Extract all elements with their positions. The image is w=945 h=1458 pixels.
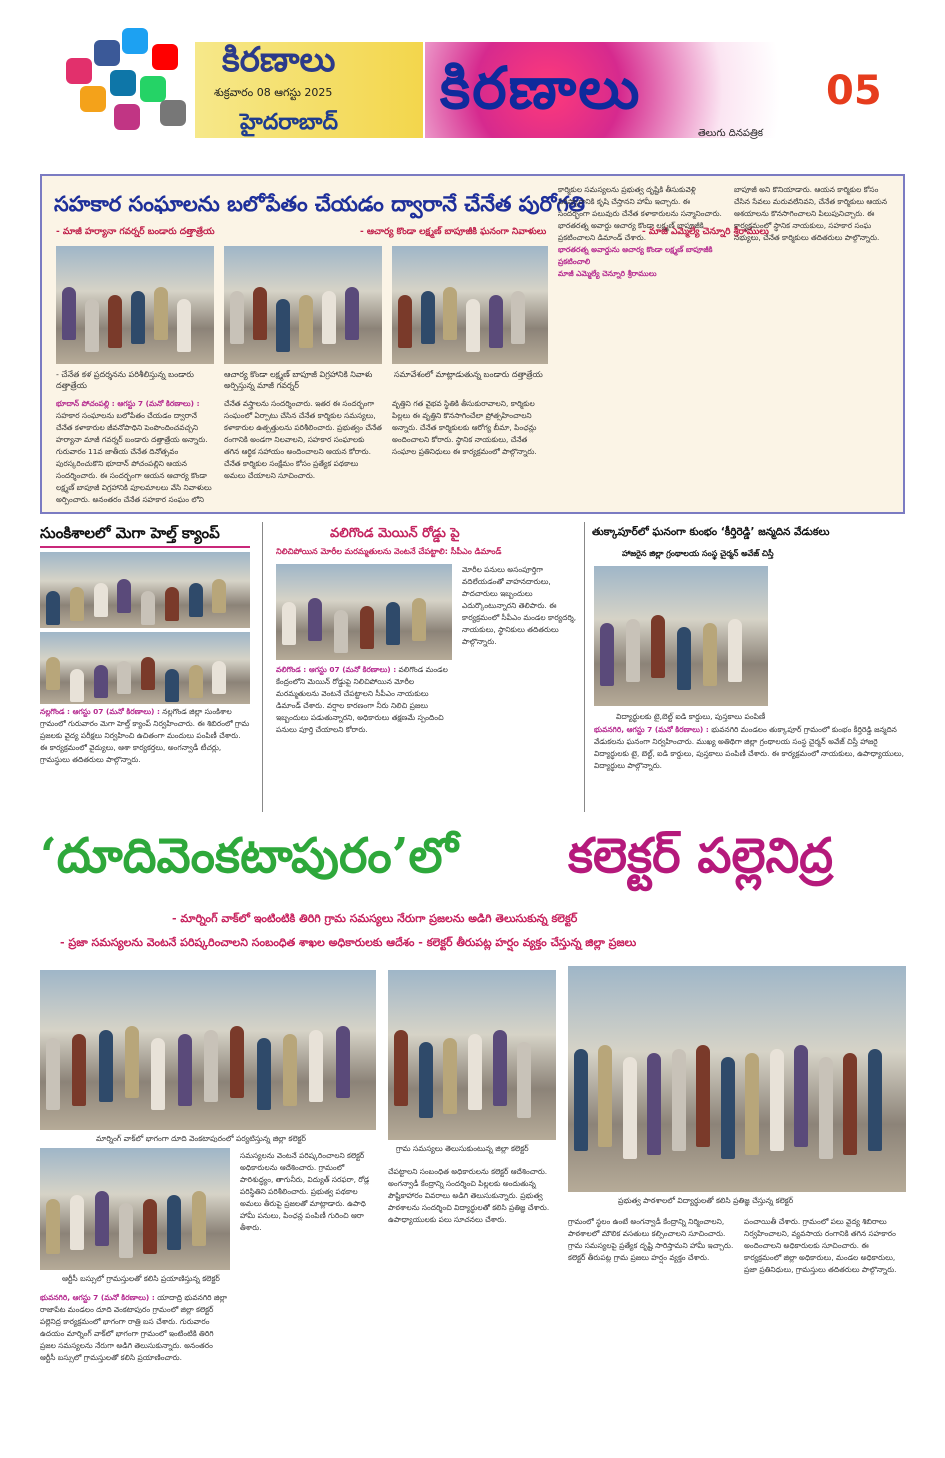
photo-figure (189, 665, 203, 697)
lead-subhead-col4-b: మాజీ ఎమ్మెల్యే చెన్నూరి శ్రీరాములు (558, 269, 657, 278)
feature-caption-2: గ్రామ సమస్యలు తెలుసుకుంటున్న జిల్లా కలెక్టర్ (396, 1144, 529, 1153)
photo-figure (443, 1038, 457, 1115)
photo-figure (728, 619, 742, 682)
photo-figure (647, 1053, 661, 1155)
photo-figure (468, 1034, 482, 1111)
photo-figure (598, 1045, 612, 1147)
valigonda-text-1: వలిగొండ మండల కేంద్రంలోని మెయిన్ రోడ్డుపై నిలిచిపోయిన మోరీల మరమ్మతులను వెంటనే చేపట్టాలని సీపీఎం నాయకులు డిమాండ్ చేశారు. వర్షాల కారణంగా నీరు నిలిచి ప్రజలు ఇబ్బందులు పడుతున్నారని, అధికారులు తక్షణమే స్పందించి పనులు పూర్తి చేయాలని కోరారు. (276, 665, 448, 734)
photo-figure (141, 591, 155, 625)
lead-caption-3: సమావేశంలో మాట్లాడుతున్న బండారు దత్తాత్రేయ (394, 370, 543, 379)
photo-figure (677, 627, 691, 690)
birthday-body (594, 724, 906, 814)
photo-figure (517, 1042, 531, 1119)
photo-figure (819, 1057, 833, 1159)
feature-text-1: యాదాద్రి భువనగిరి జిల్లా రాజాపేట మండలం దూది వెంకటాపురం గ్రామంలో జిల్లా కలెక్టర్ పల్లెనిద్ర కార్యక్రమంలో భాగంగా రాత్రి బస చేశారు. గురువారం ఉదయం మార్నింగ్ వాక్‌లో భాగంగా గ్రామంలో ఇంటింటికి తిరిగి ప్రజల సమస్యలను నేరుగా అడిగి తెలుసుకున్నారు. అనంతరం ఆర్టీసీ బస్సులో గ్రామస్తులతో కలిసి ప్రయాణించారు. (40, 1293, 228, 1362)
birthday-subhead: హాజరైన జిల్లా గ్రంథాలయ సంస్థ చైర్మన్ అవేజ్ చిస్తీ (622, 549, 774, 558)
rss-icon (80, 86, 106, 112)
health-camp-byline: నల్లగొండ : ఆగస్టు 07 (మనో కిరణాలు) : (40, 707, 160, 716)
column-rule (584, 522, 585, 812)
photo-figure (62, 287, 76, 340)
feature-photo-morning-walk (40, 970, 376, 1130)
photo-figure (151, 1038, 165, 1110)
photo-figure (72, 1034, 86, 1106)
photo-figure (94, 583, 108, 617)
birthday-headline: తుక్కాపూర్‌లో ఘనంగా కుంభం ‘కీర్తిరెడ్డి’ జన్మదిన వేడుకలు (592, 526, 830, 538)
feature-photo-village-issues (388, 970, 556, 1140)
feature-caption-3: ప్రభుత్వ పాఠశాలలో విద్యార్థులతో కలిసి ప్రతిజ్ఞ చేస్తున్న కలెక్టర్ (618, 1196, 794, 1205)
lead-body-text-1: సహకార సంఘాలను బలోపేతం చేయడం ద్వారానే చేనేత కళాకారుల జీవనోపాధిని పెంపొందించవచ్చని హర్యానా మాజీ గవర్నర్ బండారు దత్తాత్రేయ అన్నారు. గురువారం 11వ జాతీయ చేనేత దినోత్సవం పురస్కరించుకొని భూదాన్ పోచంపల్లిని ఆయన సందర్శించారు. ఈ సందర్భంగా ఆయన ఆచార్య కొండా లక్ష్మణ్ బాపూజీ విగ్రహానికి పూలమాలలు వేసి నివాళులు అర్పించారు. అనంతరం చేనేత సహకార సంఘం లోని (56, 411, 212, 504)
edition-date: శుక్రవారం 08 ఆగస్టు 2025 (214, 86, 333, 99)
photo-figure (177, 299, 191, 352)
photo-figure (843, 1053, 857, 1155)
feature-title-collector: కలెక్టర్ పల్లెనిద్ర (568, 828, 834, 884)
photo-figure (308, 598, 322, 641)
photo-figure (334, 610, 348, 653)
photo-figure (626, 619, 640, 682)
photo-figure (230, 291, 244, 344)
lead-body-col-3: వృత్తిని గత వైభవ స్థితికి తీసుకురావాలని, కార్మికుల పిల్లలు ఈ వృత్తిని కొనసాగించేలా ప్రోత్సహించాలని అన్నారు. చేనేత కార్మికులకు ఆరోగ్య బీమా, పింఛన్లు అందించాలని కోరారు. స్థానిక నాయకులు, చేనేత సంఘాల ప్రతినిధులు ఈ కార్యక్రమంలో పాల్గొన్నారు. (392, 399, 537, 456)
lead-subhead-3: - మాజీ ఎమ్మెల్యే చెన్నూరి శ్రీరాములు (642, 227, 769, 237)
photo-figure (253, 287, 267, 340)
photo-figure (493, 1030, 507, 1107)
photo-figure (85, 299, 99, 352)
lead-subhead-col4-a: భారతరత్న అవార్డును ఆచార్య కొండా లక్ష్మణ్ బాపూజీకి ప్రకటించాలి (558, 245, 713, 266)
photo-figure (131, 291, 145, 344)
birthday-byline: భువనగిరి, ఆగస్టు 7 (మనో కిరణాలు) : (594, 725, 709, 734)
lead-photo-1 (56, 246, 214, 364)
page-number: 05 (826, 68, 882, 114)
share-icon (160, 100, 186, 126)
lead-caption-2: ఆచార్య కొండా లక్ష్మణ్ బాపూజీ విగ్రహానికి నివాళు అర్పిస్తున్న మాజీ గవర్నర్ (224, 370, 373, 390)
feature-subhead-1: - మార్నింగ్ వాక్‌లో ఇంటింటికి తిరిగి గ్రామ సమస్యలు నేరుగా ప్రజలను అడిగి తెలుసుకున్న కలెక్టర్ (172, 912, 578, 925)
youtube-icon (152, 44, 178, 70)
health-camp-text: నల్లగొండ జిల్లా సుంకిశాల గ్రామంలో గురువారం మెగా హెల్త్ క్యాంప్ నిర్వహించారు. ఈ శిబిరంలో గ్రామ ప్రజలకు వైద్య పరీక్షలు నిర్వహించి ఉచితంగా మందులు పంపిణీ చేశారు. ఈ కార్యక్రమంలో వైద్యులు, ఆశా కార్యకర్తలు, అంగన్వాడీ టీచర్లు, గ్రామస్థులు తదితరులు పాల్గొన్నారు. (40, 707, 250, 764)
photo-figure (443, 287, 457, 340)
photo-figure (394, 1030, 408, 1107)
instagram-icon (66, 58, 92, 84)
photo-figure (165, 587, 179, 621)
photo-figure (412, 598, 426, 641)
photo-figure (276, 299, 290, 352)
feature-caption-4: ఆర్టీసీ బస్సులో గ్రామస్తులతో కలిసి ప్రయాణిస్తున్న కలెక్టర్ (62, 1274, 220, 1283)
birthday-photo (594, 566, 768, 706)
photo-figure (868, 1049, 882, 1151)
photo-figure (99, 1030, 113, 1102)
photo-figure (119, 1203, 133, 1258)
health-camp-headline: సుంకిశాలలో మెగా హెల్త్ క్యాంప్ (40, 524, 220, 542)
photo-figure (46, 591, 60, 625)
photo-figure (360, 606, 374, 649)
valigonda-body-col-2: మోరీల పనులు అసంపూర్తిగా వదిలేయడంతో వాహనదారులు, పాదచారులు ఇబ్బందులు ఎదుర్కొంటున్నారని తెలిపారు. ఈ కార్యక్రమంలో సీపీఎం మండల కార్యదర్శి, నాయకులు, స్థానికులు తదితరులు పాల్గొన్నారు. (462, 565, 577, 646)
photo-figure (95, 1191, 109, 1246)
lead-body-col-2: చేనేత వస్త్రాలను సందర్శించారు. ఇతర ఈ సందర్భంగా సంఘంలో ఏర్పాటు చేసిన చేనేత కార్మికుల సమస్యలు, కళాకారుల ఉత్పత్తులను పరిశీలించారు. ప్రభుత్వం చేనేత రంగానికి అండగా నిలవాలని, సహకార సంఘాలకు తగిన ఆర్థిక సహాయం అందించాలని ఆయన కోరారు. చేనేత కార్మికుల సంక్షేమం కోసం ప్రత్యేక పథకాలు అమలు చేయాలని సూచించారు. (224, 399, 382, 480)
health-camp-photo-1 (40, 552, 250, 628)
lead-body-col-1 (56, 398, 214, 508)
feature-body-col-1 (40, 1292, 230, 1442)
feature-body-col-4: గ్రామంలో స్థలం ఉంటే అంగన్వాడీ కేంద్రాన్ని నిర్మించాలని, పాఠశాలలో మౌలిక వసతులు కల్పించాలని సూచించారు. గ్రామ సమస్యలపై ప్రత్యేక దృష్టి సారిస్తామని హామీ ఇచ్చారు. కలెక్టర్ తీరుపట్ల గ్రామ ప్రజలు హర్షం వ్యక్తం చేశారు. (568, 1217, 734, 1262)
newspaper-tagline: తెలుగు దినపత్రిక (698, 128, 764, 139)
photo-figure (745, 1053, 759, 1155)
photo-figure (230, 1026, 244, 1098)
photo-figure (165, 669, 179, 701)
photo-figure (125, 1026, 139, 1098)
lead-body-col-5: బాపూజీ అని కొనియాడారు. ఆయన కార్మికుల కోసం చేసిన సేవలు మరువలేనివని, చేనేత కార్మికులు ఆయన ఆశయాలను కొనసాగించాలని పిలుపునిచ్చారు. ఈ కార్యక్రమంలో స్థానిక నాయకులు, సహకార సంఘ సభ్యులు, చేనేత కార్మికులు తదితరులు పాల్గొన్నారు. (734, 185, 888, 242)
photo-figure (167, 1195, 181, 1250)
valigonda-headline: వలిగొండ మెయిన్ రోడ్డు పై (330, 526, 460, 541)
photo-figure (623, 1057, 637, 1159)
photo-figure (283, 1034, 297, 1106)
photo-figure (70, 1195, 84, 1250)
edition-city: హైదరాబాద్ (240, 110, 338, 135)
camera-icon (114, 104, 140, 130)
photo-figure (703, 623, 717, 686)
photo-figure (46, 1038, 60, 1110)
photo-figure (192, 1191, 206, 1246)
twitter-icon (122, 28, 148, 54)
valigonda-body-col-1 (276, 664, 452, 810)
photo-figure (189, 583, 203, 617)
social-media-icons-graphic (60, 28, 192, 138)
newspaper-logo: కిరణాలు (440, 54, 642, 122)
photo-figure (345, 287, 359, 340)
photo-figure (600, 623, 614, 686)
feature-subhead-2: - ప్రజా సమస్యలను వెంటనే పరిష్కరించాలని సంబంధిత శాఖల అధికారులకు ఆదేశం - కలెక్టర్ తీరుపట్ల హర్షం వ్యక్తం చేస్తున్న జిల్లా ప్రజలు (60, 936, 637, 949)
masthead (0, 0, 945, 150)
photo-figure (141, 657, 155, 689)
photo-figure (794, 1045, 808, 1147)
divider (40, 546, 250, 548)
lead-photo-2 (224, 246, 382, 364)
lead-subhead-2: - ఆచార్య కొండా లక్ష్మణ్ బాపూజీకి ఘనంగా నివాళులు (360, 227, 547, 237)
photo-figure (117, 661, 131, 693)
photo-figure (574, 1049, 588, 1151)
photo-figure (46, 1199, 60, 1254)
photo-figure (770, 1049, 784, 1151)
photo-figure (489, 295, 503, 348)
feature-byline: భువనగిరి, ఆగస్టు 7 (మనో కిరణాలు) : (40, 1293, 155, 1302)
valigonda-subhead: నిలిచిపోయిన మోరీల మరమ్మతులను వెంటనే చేపట్టాలి: సీపీఎం డిమాండ్ (276, 547, 502, 556)
photo-figure (672, 1049, 686, 1151)
lead-story-box (40, 174, 905, 514)
photo-figure (46, 657, 60, 689)
photo-figure (511, 291, 525, 344)
linkedin-icon (110, 70, 136, 96)
lead-byline: భూదాన్ పోచంపల్లి : ఆగస్టు 7 (మనో కిరణాలు) : (56, 399, 200, 408)
lead-photo-3 (392, 246, 548, 364)
photo-figure (178, 1034, 192, 1106)
photo-figure (70, 587, 84, 621)
whatsapp-icon (140, 76, 166, 102)
lead-subhead-1: - మాజీ హర్యానా గవర్నర్ బండారు దత్తాత్రేయ (56, 227, 215, 237)
photo-figure (282, 602, 296, 645)
photo-figure (721, 1057, 735, 1159)
photo-figure (696, 1045, 710, 1147)
column-rule (262, 522, 263, 812)
photo-figure (117, 579, 131, 613)
valigonda-photo (276, 564, 452, 660)
valigonda-byline: వలిగొండ : ఆగస్టు 07 (మనో కిరణాలు) : (276, 665, 397, 674)
birthday-caption: విద్యార్థులకు టై,బెల్ట్ ఐడి కార్డులు, పుస్తకాలు పంపిణీ (616, 712, 766, 721)
facebook-icon (94, 40, 120, 66)
photo-figure (386, 602, 400, 645)
photo-figure (419, 1042, 433, 1119)
feature-title-village: ‘దూదివెంకటాపురం’లో (40, 828, 458, 884)
lead-body-col-4 (558, 184, 724, 512)
feature-photo-bus (40, 1148, 230, 1270)
feature-photo-school-pledge (568, 966, 906, 1192)
photo-figure (322, 291, 336, 344)
lead-caption-1: - చేనేత కళ ప్రదర్శనను పరిశీలిస్తున్న బండారు దత్తాత్రేయ (56, 370, 194, 390)
photo-figure (143, 1199, 157, 1254)
photo-figure (154, 287, 168, 340)
photo-figure (336, 1026, 350, 1098)
lead-headline: సహకార సంఘాలను బలోపేతం చేయడం ద్వారానే చేనేత పురోగతి (54, 192, 586, 216)
health-camp-body (40, 706, 250, 810)
small-logo: కిరణాలు (222, 40, 336, 80)
photo-figure (257, 1038, 271, 1110)
health-camp-photo-2 (40, 632, 250, 704)
photo-figure (204, 1030, 218, 1102)
photo-figure (212, 579, 226, 613)
photo-figure (651, 615, 665, 678)
feature-body-col-3: చేపట్టాలని సంబంధిత అధికారులను కలెక్టర్ ఆదేశించారు. అంగన్వాడీ కేంద్రాన్ని సందర్శించి పిల్లలకు అందుతున్న పౌష్టికాహారం వివరాలు అడిగి తెలుసుకున్నారు. ప్రభుత్వ పాఠశాలను సందర్శించి విద్యార్థులతో కలిసి ప్రతిజ్ఞ చేశారు. ఉపాధ్యాయులకు పలు సూచనలు చేశారు. (388, 1167, 550, 1224)
photo-figure (466, 299, 480, 352)
feature-caption-1: మార్నింగ్ వాక్‌లో భాగంగా దూది వెంకటాపురంలో పర్యటిస్తున్న జిల్లా కలెక్టర్ (96, 1134, 307, 1143)
lead-body-text-4: కార్మికుల సమస్యలను ప్రభుత్వ దృష్టికి తీసుకువెళ్లి పరిష్కారానికి కృషి చేస్తానని హామీ ఇచ్చారు. ఈ సందర్భంగా పలువురు చేనేత కళాకారులను సన్మానించారు. భారతరత్న అవార్డు ఆచార్య కొండా లక్ష్మణ్ బాపూజీకి ప్రకటించాలని డిమాండ్ చేశారు. (558, 185, 722, 242)
photo-figure (398, 295, 412, 348)
photo-figure (299, 295, 313, 348)
feature-body-col-5: పంచాయితీ చేశారు. గ్రామంలో పలు వైద్య శిబిరాలు నిర్వహించాలని, వ్యవసాయ రంగానికి తగిన సహకారం అందించాలని అధికారులకు సూచించారు. ఈ కార్యక్రమంలో జిల్లా అధికారులు, మండల అధికారులు, ప్రజా ప్రతినిధులు, గ్రామస్తులు తదితరులు పాల్గొన్నారు. (744, 1217, 897, 1274)
photo-figure (70, 669, 84, 701)
photo-figure (421, 291, 435, 344)
photo-figure (108, 295, 122, 348)
photo-figure (94, 665, 108, 697)
photo-figure (309, 1030, 323, 1102)
photo-figure (212, 661, 226, 693)
feature-body-col-2: సమస్యలను వెంటనే పరిష్కరించాలని కలెక్టర్ అధికారులను ఆదేశించారు. గ్రామంలో పారిశుద్ధ్యం, తాగునీరు, విద్యుత్ సరఫరా, రోడ్ల పరిస్థితిని పరిశీలించారు. ప్రభుత్వ పథకాల అమలు తీరుపై ప్రజలతో మాట్లాడారు. ఉపాధి హామీ పనులు, పింఛన్ల పంపిణీ గురించి ఆరా తీశారు. (240, 1151, 370, 1232)
birthday-text: భువనగిరి మండలం తుక్కాపూర్ గ్రామంలో కుంభం కీర్తిరెడ్డి జన్మదిన వేడుకలను ఘనంగా నిర్వహించారు. ముఖ్య అతిథిగా జిల్లా గ్రంథాలయ సంస్థ చైర్మన్ అవేజ్ చిస్తీ హాజరై విద్యార్థులకు టై, బెల్ట్, ఐడి కార్డులు, పుస్తకాలు పంపిణీ చేశారు. ఈ కార్యక్రమంలో నాయకులు, ఉపాధ్యాయులు, విద్యార్థులు పాల్గొన్నారు. (594, 725, 904, 770)
